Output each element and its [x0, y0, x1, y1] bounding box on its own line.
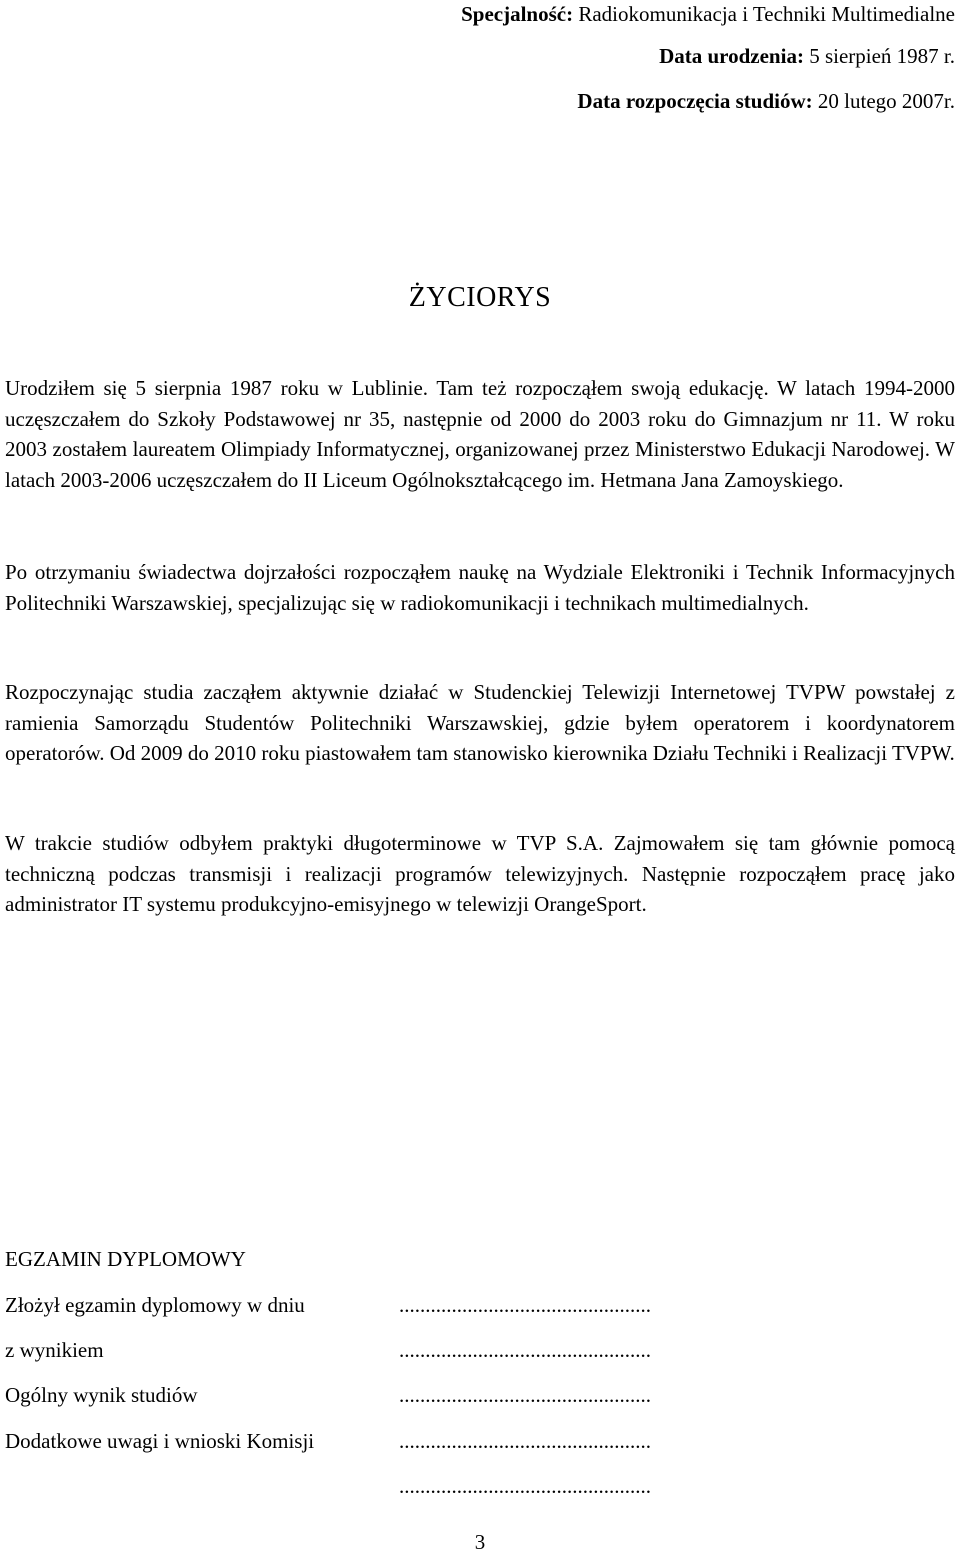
exam-row-continuation [5, 1474, 651, 1499]
specialty-value: Radiokomunikacja i Techniki Multimedialne [578, 2, 955, 26]
exam-row-label: Złożył egzamin dyplomowy w dniu [5, 1293, 305, 1317]
study-start-value: 20 lutego 2007r. [817, 89, 955, 113]
birth-date-value: 5 sierpień 1987 r. [809, 44, 955, 68]
exam-row-result [5, 1338, 651, 1363]
page-number: 3 [474, 1530, 486, 1554]
exam-row-label: Dodatkowe uwagi i wnioski Komisji [5, 1429, 315, 1453]
birth-date-label: Data urodzenia: [659, 44, 804, 68]
exam-row-remarks [5, 1429, 651, 1454]
cv-paragraph-work: W trakcie studiów odbyłem praktyki długoterminowe w TVP S.A. Zajmowałem się tam głównie pomocą techniczną podczas transmisji i realizacji programów telewizyjnych. Następnie rozpocząłem pracę jako administrator IT systemu produkcyjno-emisyjnego w telewizji OrangeSport. [5, 831, 955, 916]
specialty-label: Specjalność: [461, 2, 574, 26]
specialty-line [461, 2, 955, 27]
cv-paragraph-tvpw: Rozpoczynając studia zacząłem aktywnie działać w Studenckiej Telewizji Internetowej TVPW powstałej z ramienia Samorządu Studentów Politechniki Warszawskiej, gdzie byłem operatorem i koordynatorem operatorów. Od 2009 do 2010 roku piastowałem tam stanowisko kierownika Działu Techniki i Realizacji TVPW. [5, 680, 955, 765]
cv-paragraph-education: Urodziłem się 5 sierpnia 1987 roku w Lublinie. Tam też rozpocząłem swoją edukację. W latach 1994-2000 uczęszczałem do Szkoły Podstawowej nr 35, następnie od 2000 do 2003 roku do Gimnazjum nr 11. W roku 2003 zostałem laureatem Olimpiady Informatycznej, organizowanej przez Ministerstwo Edukacji Narodowej. W latach 2003-2006 uczęszczałem do II Liceum Ogólnokształcącego im. Hetmana Jana Zamoyskiego. [5, 376, 955, 492]
exam-row-blank: ................................................ [399, 1429, 651, 1453]
exam-row-date [5, 1293, 651, 1318]
exam-row-overall [5, 1383, 651, 1408]
page-title: ŻYCIORYS [408, 282, 552, 313]
exam-row-blank: ................................................ [399, 1383, 651, 1407]
exam-row-blank: ................................................ [399, 1474, 651, 1498]
study-start-line [577, 89, 955, 114]
cv-paragraph-university: Po otrzymaniu świadectwa dojrzałości rozpocząłem naukę na Wydziale Elektroniki i Technik Informacyjnych Politechniki Warszawskiej, specjalizując się w radiokomunikacji i technikach multimedialnych. [5, 560, 955, 615]
exam-heading: EGZAMIN DYPLOMOWY [5, 1247, 246, 1271]
birth-date-line [659, 44, 955, 69]
study-start-label: Data rozpoczęcia studiów: [577, 89, 813, 113]
exam-row-label: Ogólny wynik studiów [5, 1383, 198, 1407]
exam-row-blank: ................................................ [399, 1293, 651, 1317]
exam-row-blank: ................................................ [399, 1338, 651, 1362]
exam-row-label: z wynikiem [5, 1338, 104, 1362]
